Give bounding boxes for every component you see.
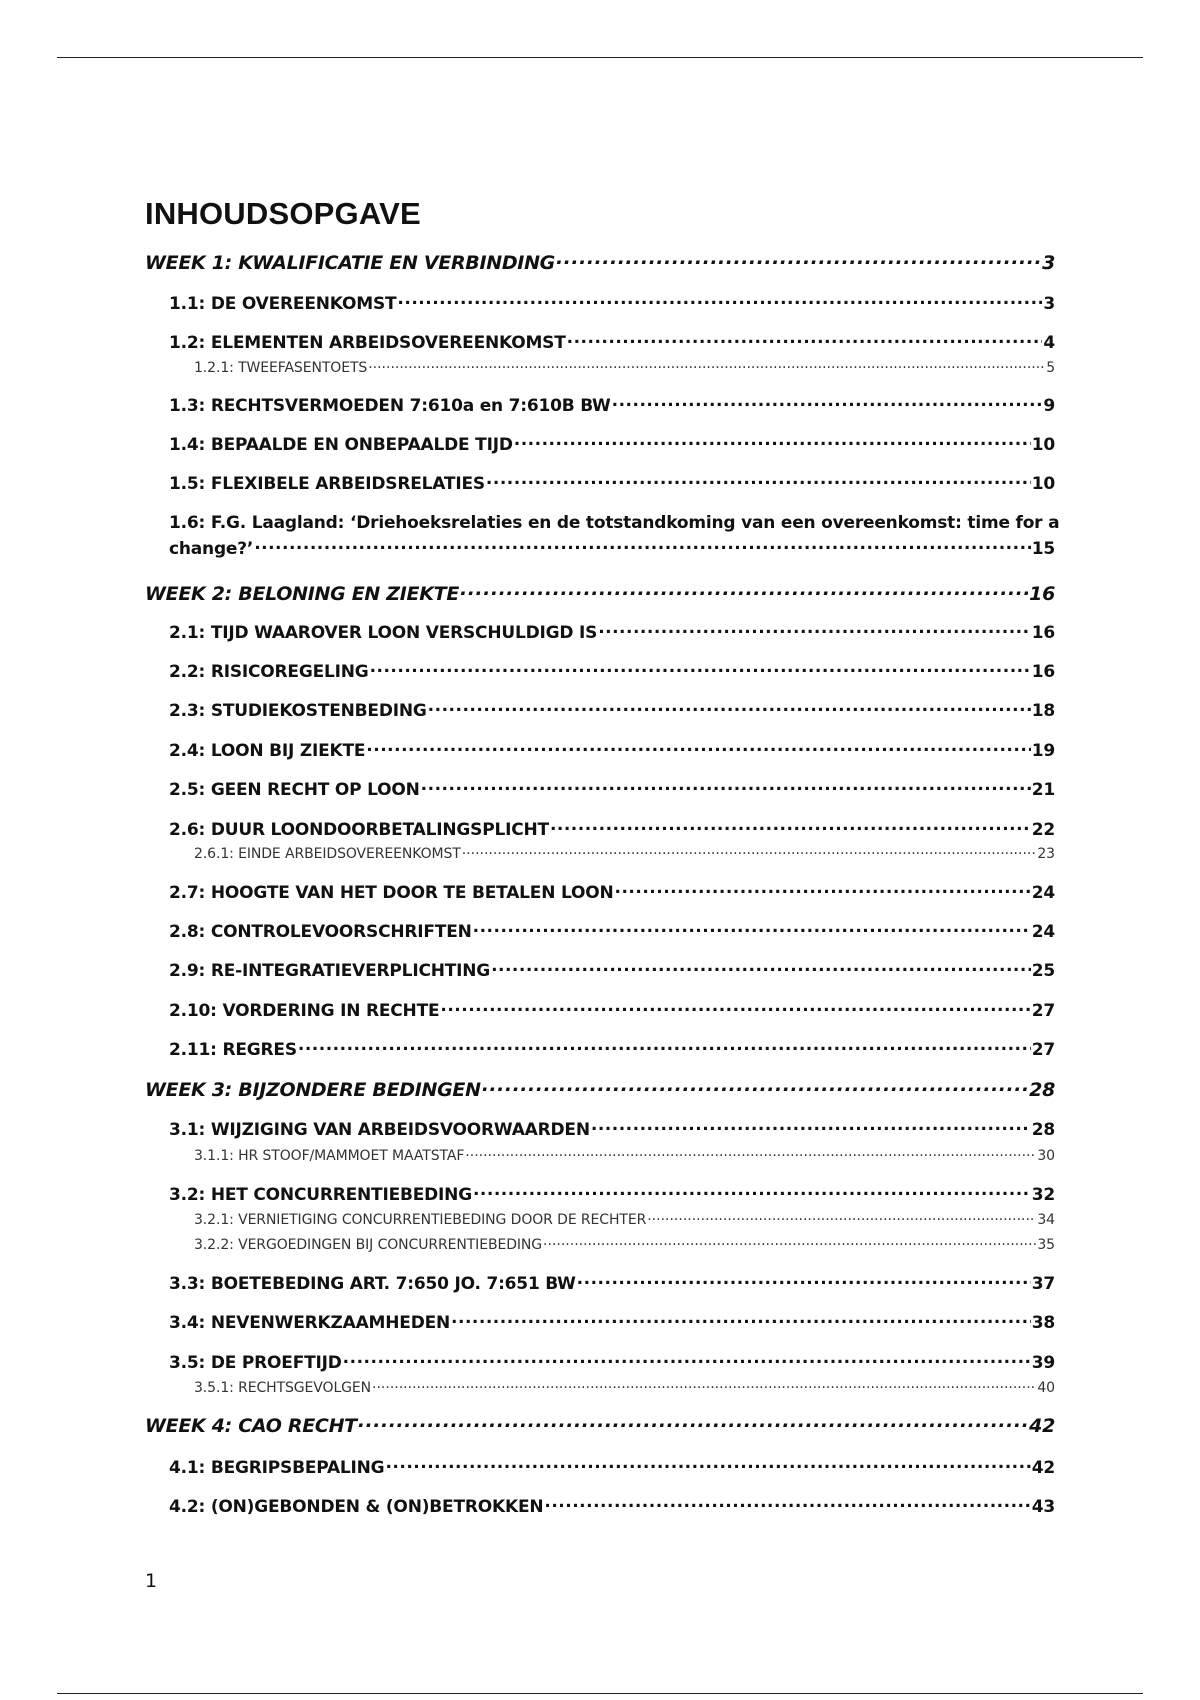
toc-entry-3-2-1[interactable] [194, 1210, 1055, 1228]
toc-entry-page: 27 [1031, 1040, 1055, 1060]
dot-leader [358, 1413, 1028, 1432]
dot-leader [343, 1351, 1031, 1368]
dot-leader [254, 537, 1031, 554]
toc-entry-3-2-2[interactable] [194, 1235, 1055, 1253]
dot-leader [462, 844, 1037, 858]
toc-entry-page: 42 [1029, 1415, 1055, 1437]
dot-leader [612, 394, 1043, 411]
toc-entry-label: 2.7: HOOGTE VAN HET DOOR TE BETALEN LOON [169, 883, 614, 903]
toc-entry-page: 42 [1031, 1458, 1055, 1478]
toc-entry-page: 35 [1037, 1237, 1055, 1253]
toc-entry-4-1[interactable] [169, 1456, 1055, 1478]
toc-entry-3-5-1[interactable] [194, 1378, 1055, 1396]
dot-leader [647, 1210, 1036, 1224]
footer-rule [57, 1693, 1143, 1694]
dot-leader [440, 999, 1030, 1016]
toc-entry-1-3[interactable] [169, 394, 1055, 416]
toc-entry-label: 3.5.1: RECHTSGEVOLGEN [194, 1380, 372, 1396]
toc-entry-label: 1.4: BEPAALDE EN ONBEPAALDE TIJD [169, 435, 513, 455]
toc-entry-page: 16 [1031, 662, 1055, 682]
toc-entry-label: 3.2.1: VERNIETIGING CONCURRENTIEBEDING DOOR DE RECHTER [194, 1212, 647, 1228]
toc-entry-4-2[interactable] [169, 1495, 1055, 1517]
dot-leader [550, 818, 1031, 835]
toc-entry-page: 3 [1042, 252, 1055, 274]
toc-entry-label: 2.4: LOON BIJ ZIEKTE [169, 741, 366, 761]
toc-entry-label: 2.2: RISICOREGELING [169, 662, 369, 682]
dot-leader [421, 778, 1031, 795]
dot-leader [451, 1311, 1031, 1328]
toc-entry-label: 2.6: DUUR LOONDOORBETALINGSPLICHT [169, 820, 549, 840]
toc-entry-page: 37 [1031, 1274, 1055, 1294]
toc-entry-page: 21 [1031, 780, 1055, 800]
toc-entry-2-6-1[interactable] [194, 844, 1055, 862]
toc-entry-page: 19 [1031, 741, 1055, 761]
toc-entry-page: 24 [1031, 883, 1055, 903]
toc-entry-page: 16 [1029, 583, 1055, 605]
dot-leader [460, 581, 1028, 600]
toc-entry-page: 5 [1046, 360, 1055, 376]
toc-entry-page: 28 [1031, 1120, 1055, 1140]
dot-leader [615, 881, 1031, 898]
toc-entry-page: 18 [1031, 701, 1055, 721]
toc-entry-label: 2.8: CONTROLEVOORSCHRIFTEN [169, 922, 472, 942]
toc-entry-2-5[interactable] [169, 778, 1055, 800]
dot-leader [368, 358, 1045, 372]
toc-entry-2-10[interactable] [169, 999, 1055, 1021]
toc-entry-page: 24 [1031, 922, 1055, 942]
toc-entry-3-2[interactable] [169, 1183, 1055, 1205]
toc-entry-label: 1.1: DE OVEREENKOMST [169, 294, 397, 314]
toc-entry-label: 4.2: (ON)GEBONDEN & (ON)BETROKKEN [169, 1497, 544, 1517]
toc-entry-page: 10 [1031, 474, 1055, 494]
dot-leader [473, 920, 1031, 937]
toc-entry-2-8[interactable] [169, 920, 1055, 942]
toc-entry-label: 2.10: VORDERING IN RECHTE [169, 1001, 440, 1021]
toc-entry-3-1-1[interactable] [194, 1146, 1055, 1164]
toc-entry-2-6[interactable] [169, 818, 1055, 840]
dot-leader [370, 660, 1031, 677]
dot-leader [397, 292, 1042, 309]
dot-leader [298, 1038, 1031, 1055]
toc-entry-1-5[interactable] [169, 472, 1055, 494]
toc-title: INHOUDSOPGAVE [145, 196, 421, 231]
dot-leader [543, 1235, 1036, 1249]
dot-leader [366, 739, 1030, 756]
toc-entry-label: 1.6: F.G. Laagland: ‘Driehoeksrelaties en de totstandkoming van een overeenkomst: time for a [169, 513, 1060, 533]
toc-entry-1-1[interactable] [169, 292, 1055, 314]
page-number: 1 [145, 1570, 158, 1592]
dot-leader [385, 1456, 1030, 1473]
dot-leader [482, 1077, 1028, 1096]
toc-entry-2-1[interactable] [169, 621, 1055, 643]
toc-entry-label: WEEK 2: BELONING EN ZIEKTE [145, 583, 459, 605]
toc-entry-label: 2.9: RE-INTEGRATIEVERPLICHTING [169, 961, 491, 981]
toc-entry-label: 3.3: BOETEBEDING ART. 7:650 JO. 7:651 BW [169, 1274, 576, 1294]
toc-entry-3-3[interactable] [169, 1272, 1055, 1294]
header-rule [57, 57, 1143, 58]
toc-entry-week-4[interactable] [145, 1413, 1055, 1437]
dot-leader [567, 331, 1043, 348]
toc-entry-1-4[interactable] [169, 433, 1055, 455]
toc-entry-label: WEEK 4: CAO RECHT [145, 1415, 357, 1437]
toc-entry-3-4[interactable] [169, 1311, 1055, 1333]
toc-entry-page: 15 [1031, 539, 1055, 559]
toc-entry-page: 28 [1029, 1079, 1055, 1101]
toc-entry-label: 2.11: REGRES [169, 1040, 297, 1060]
dot-leader [491, 959, 1031, 976]
toc-entry-2-4[interactable] [169, 739, 1055, 761]
toc-entry-page: 43 [1031, 1497, 1055, 1517]
toc-entry-page: 23 [1037, 846, 1055, 862]
toc-entry-page: 4 [1043, 333, 1055, 353]
toc-entry-label: 2.6.1: EINDE ARBEIDSOVEREENKOMST [194, 846, 461, 862]
toc-entry-1-6[interactable] [169, 513, 1060, 559]
toc-entry-label: 1.2: ELEMENTEN ARBEIDSOVEREENKOMST [169, 333, 566, 353]
toc-entry-label-continued: change?’ [169, 539, 254, 559]
toc-entry-2-2[interactable] [169, 660, 1055, 682]
dot-leader [544, 1495, 1030, 1512]
dot-leader [556, 250, 1041, 269]
toc-entry-2-11[interactable] [169, 1038, 1055, 1060]
dot-leader [598, 621, 1031, 638]
toc-entry-page: 25 [1031, 961, 1055, 981]
toc-entry-label: 3.2: HET CONCURRENTIEBEDING [169, 1185, 472, 1205]
toc-entry-page: 38 [1031, 1313, 1055, 1333]
toc-entry-label: 3.1: WIJZIGING VAN ARBEIDSVOORWAARDEN [169, 1120, 590, 1140]
toc-entry-page: 22 [1031, 820, 1055, 840]
toc-entry-page: 30 [1037, 1148, 1055, 1164]
toc-entry-label: 1.3: RECHTSVERMOEDEN 7:610a en 7:610B BW [169, 396, 611, 416]
toc-entry-page: 32 [1031, 1185, 1055, 1205]
toc-entry-2-7[interactable] [169, 881, 1055, 903]
toc-entry-label: 3.5: DE PROEFTIJD [169, 1353, 342, 1373]
toc-entry-label: 3.4: NEVENWERKZAAMHEDEN [169, 1313, 451, 1333]
toc-entry-2-9[interactable] [169, 959, 1055, 981]
toc-entry-label: 3.2.2: VERGOEDINGEN BIJ CONCURRENTIEBEDING [194, 1237, 543, 1253]
toc-entry-page: 10 [1031, 435, 1055, 455]
toc-entry-2-3[interactable] [169, 699, 1055, 721]
toc-entry-label: 1.5: FLEXIBELE ARBEIDSRELATIES [169, 474, 485, 494]
dot-leader [372, 1378, 1036, 1392]
dot-leader [465, 1146, 1036, 1160]
toc-entry-label: 3.1.1: HR STOOF/MAMMOET MAATSTAF [194, 1148, 465, 1164]
toc-entry-label: 4.1: BEGRIPSBEPALING [169, 1458, 385, 1478]
toc-entry-week-2[interactable] [145, 581, 1055, 605]
toc-entry-label: 2.3: STUDIEKOSTENBEDING [169, 701, 427, 721]
dot-leader [486, 472, 1031, 489]
toc-entry-page: 40 [1037, 1380, 1055, 1396]
toc-entry-label: WEEK 3: BIJZONDERE BEDINGEN [145, 1079, 481, 1101]
toc-entry-week-1[interactable] [145, 250, 1055, 274]
toc-entry-3-5[interactable] [169, 1351, 1055, 1373]
dot-leader [591, 1118, 1031, 1135]
toc-entry-page: 39 [1031, 1353, 1055, 1373]
toc-entry-1-2[interactable] [169, 331, 1055, 353]
toc-entry-label: 2.1: TIJD WAAROVER LOON VERSCHULDIGD IS [169, 623, 598, 643]
toc-entry-1-2-1[interactable] [194, 358, 1055, 376]
toc-entry-label: 2.5: GEEN RECHT OP LOON [169, 780, 420, 800]
toc-entry-week-3[interactable] [145, 1077, 1055, 1101]
dot-leader [473, 1183, 1031, 1200]
toc-entry-page: 9 [1043, 396, 1055, 416]
toc-entry-page: 16 [1031, 623, 1055, 643]
toc-entry-label: WEEK 1: KWALIFICATIE EN VERBINDING [145, 252, 555, 274]
toc-entry-label: 1.2.1: TWEEFASENTOETS [194, 360, 368, 376]
dot-leader [577, 1272, 1031, 1289]
dot-leader [514, 433, 1031, 450]
dot-leader [428, 699, 1031, 716]
toc-entry-page: 34 [1037, 1212, 1055, 1228]
toc-entry-page: 27 [1031, 1001, 1055, 1021]
toc-entry-page: 3 [1043, 294, 1055, 314]
toc-entry-3-1[interactable] [169, 1118, 1055, 1140]
